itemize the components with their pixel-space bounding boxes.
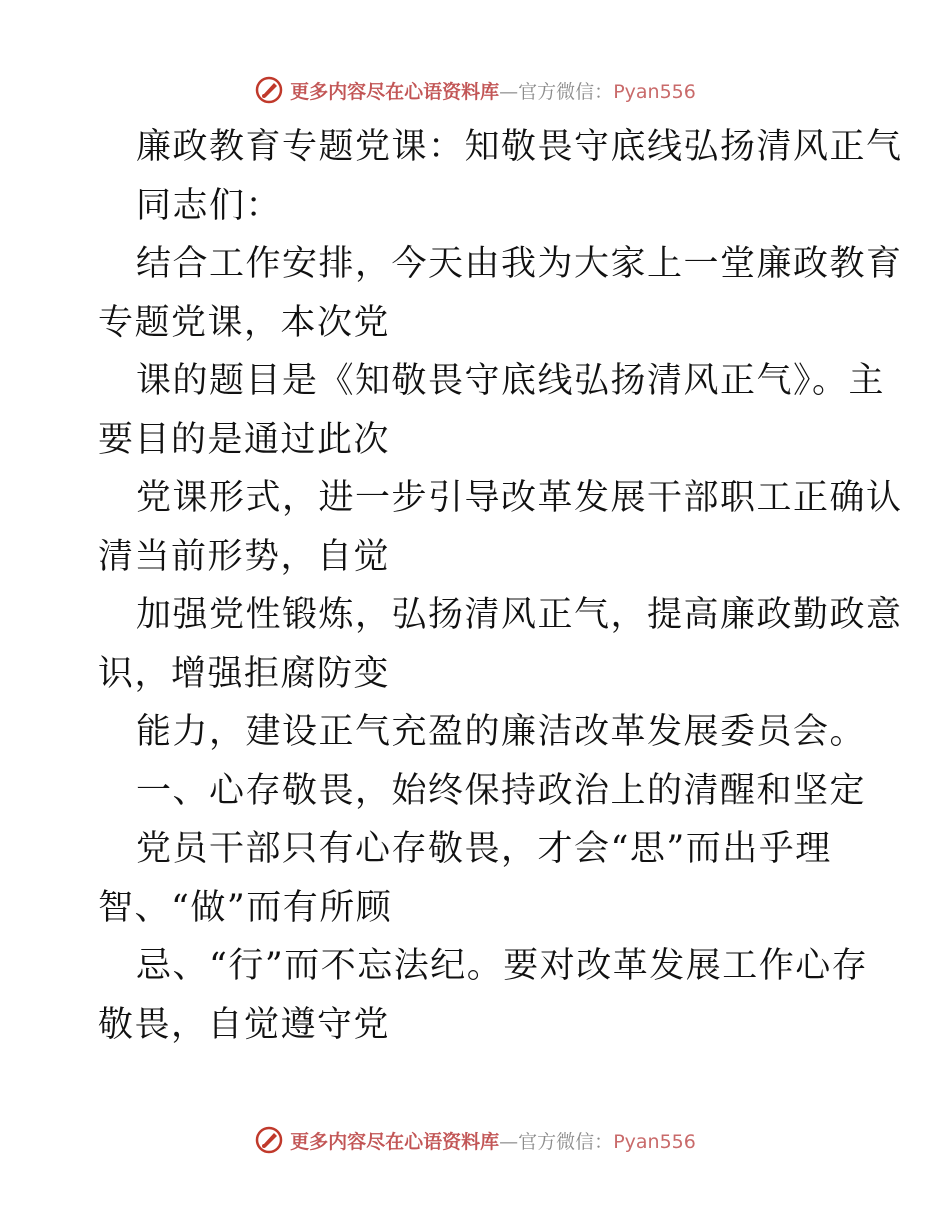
text-line: 结合工作安排，今天由我为大家上一堂廉政教育 <box>136 244 903 284</box>
text-line: 党课形式，进一步引导改革发展干部职工正确认 <box>136 478 903 518</box>
text-line: 智、“做”而有所顾 <box>98 887 393 928</box>
document-title: 廉政教育专题党课：知敬畏守底线弘扬清风正气 <box>136 127 903 167</box>
text-line: 识，增强拒腐防变 <box>98 653 391 694</box>
text-line: 要目的是通过此次 <box>98 419 391 460</box>
text-line: 党员干部只有心存敬畏，才会“思”而出乎理 <box>136 829 832 869</box>
text-line: 能力，建设正气充盈的廉洁改革发展委员会。 <box>136 712 867 752</box>
watermark-wechat-id: Pyan556 <box>613 1130 696 1153</box>
brand-logo-icon <box>254 75 284 105</box>
watermark-brand: 更多内容尽在心语资料库 <box>290 1130 500 1153</box>
brand-logo-icon <box>254 1125 284 1155</box>
watermark-separator: — <box>499 1130 519 1153</box>
text-line: 课的题目是《知敬畏守底线弘扬清风正气》。主 <box>136 361 886 401</box>
text-line: 一、心存敬畏，始终保持政治上的清醒和坚定 <box>136 770 867 811</box>
watermark-wechat-label: 官方微信： <box>518 1130 614 1153</box>
watermark-text <box>290 77 696 104</box>
watermark-brand: 更多内容尽在心语资料库 <box>290 80 500 103</box>
document-body <box>98 118 903 1054</box>
text-line: 同志们： <box>136 185 283 226</box>
header-watermark-banner <box>0 70 950 110</box>
footer-watermark-banner <box>0 1120 950 1160</box>
text-line: 加强党性锻炼，弘扬清风正气，提高廉政勤政意 <box>136 595 903 635</box>
watermark-wechat-label: 官方微信： <box>518 80 614 103</box>
watermark-wechat-id: Pyan556 <box>613 80 696 103</box>
text-line: 忌、“行”而不忘法纪。要对改革发展工作心存 <box>136 946 869 986</box>
text-line: 专题党课，本次党 <box>98 302 391 343</box>
text-line: 清当前形势，自觉 <box>98 536 391 577</box>
text-line: 敬畏，自觉遵守党 <box>98 1004 391 1045</box>
watermark-separator: — <box>499 80 519 103</box>
watermark-text <box>290 1127 696 1154</box>
